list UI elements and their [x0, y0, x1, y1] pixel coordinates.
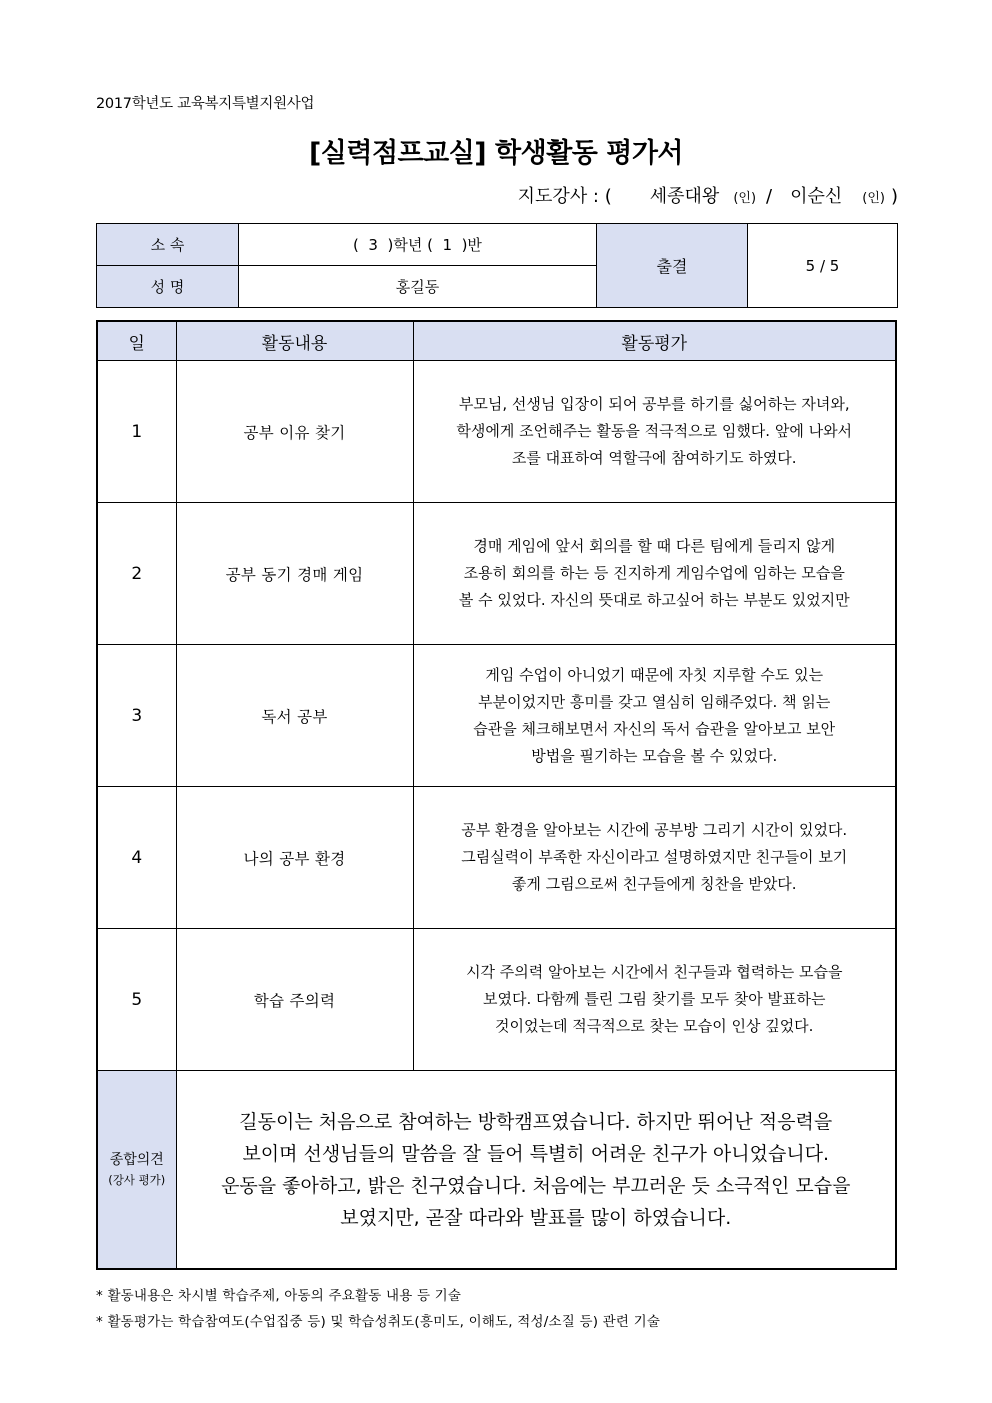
- summary-label-cell: [97, 1071, 176, 1270]
- summary-text-cell: [176, 1071, 896, 1270]
- affiliation-value: ( 3 )학년 ( 1 )반: [239, 224, 597, 266]
- evaluation-cell: [413, 929, 896, 1071]
- evaluation-line: 그림실력이 부족한 자신이라고 설명하였지만 친구들이 보기: [461, 848, 848, 866]
- organization-header: 2017학년도 교육복지특별지원사업: [96, 96, 315, 112]
- evaluation-line: 공부 환경을 알아보는 시간에 공부방 그리기 시간이 있었다.: [461, 821, 848, 839]
- instructor-name-2: 이순신: [790, 186, 843, 207]
- student-info-table: [96, 223, 898, 308]
- evaluation-cell: [413, 645, 896, 787]
- evaluation-line: 볼 수 있었다. 자신의 뜻대로 하고싶어 하는 부분도 있었지만: [458, 591, 850, 609]
- col-day-header: 일: [97, 321, 176, 361]
- footnote: * 활동평가는 학습참여도(수업집중 등) 및 학습성취도(흥미도, 이해도, 적성/소질 등) 관련 기술: [96, 1314, 661, 1330]
- evaluation-line: 것이었는데 적극적으로 찾는 모습이 인상 깊었다.: [495, 1017, 814, 1035]
- col-evaluation-header: 활동평가: [413, 321, 896, 361]
- table-row: [97, 929, 896, 1071]
- separator-slash: /: [766, 186, 773, 207]
- name-label: 성 명: [97, 266, 239, 308]
- summary-row: [97, 1071, 896, 1270]
- summary-label: 종합의견: [109, 1151, 164, 1168]
- instructor-label: 지도강사 : (: [517, 186, 612, 207]
- evaluation-line: 시각 주의력 알아보는 시간에서 친구들과 협력하는 모습을: [466, 963, 843, 981]
- seal-mark-1: (인): [733, 191, 757, 206]
- activity-cell: 공부 동기 경매 게임: [176, 503, 413, 645]
- evaluation-line: 경매 게임에 앞서 회의를 할 때 다른 팀에게 들리지 않게: [473, 537, 836, 555]
- day-cell: 1: [97, 361, 176, 503]
- evaluation-line: 게임 수업이 아니었기 때문에 자칫 지루할 수도 있는: [485, 665, 824, 684]
- attendance-label: 출결: [597, 224, 748, 308]
- activity-table: [96, 320, 897, 1270]
- evaluation-line: 조를 대표하여 역할극에 참여하기도 하였다.: [511, 449, 797, 467]
- page-title: [실력점프교실] 학생활동 평가서: [308, 138, 684, 169]
- col-activity-header: 활동내용: [176, 321, 413, 361]
- evaluation-cell: [413, 503, 896, 645]
- footnote: * 활동내용은 차시별 학습주제, 아동의 주요활동 내용 등 기술: [96, 1288, 462, 1304]
- evaluation-line: 좋게 그림으로써 친구들에게 칭찬을 받았다.: [511, 875, 797, 893]
- evaluation-cell: [413, 787, 896, 929]
- activity-cell: 나의 공부 환경: [176, 787, 413, 929]
- day-cell: 2: [97, 503, 176, 645]
- evaluation-line: 조용히 회의를 하는 등 진지하게 게임수업에 임하는 모습을: [463, 564, 845, 582]
- instructor-line: [518, 182, 898, 208]
- summary-sublabel: (강사 평가): [108, 1172, 166, 1187]
- summary-line: 보이며 선생님들의 말씀을 잘 들어 특별히 어려운 친구가 아니었습니다.: [242, 1142, 830, 1165]
- table-header-row: [97, 321, 896, 361]
- day-cell: 3: [97, 645, 176, 787]
- evaluation-line: 습관을 체크해보면서 자신의 독서 습관을 알아보고 보안: [473, 719, 836, 738]
- day-cell: 4: [97, 787, 176, 929]
- day-cell: 5: [97, 929, 176, 1071]
- attendance-value: 5 / 5: [748, 224, 898, 308]
- table-row: [97, 787, 896, 929]
- table-row: [97, 361, 896, 503]
- evaluation-cell: [413, 361, 896, 503]
- activity-cell: 공부 이유 찾기: [176, 361, 413, 503]
- evaluation-line: 방법을 필기하는 모습을 볼 수 있었다.: [531, 746, 778, 765]
- seal-mark-2: (인): [862, 191, 885, 206]
- table-row: [97, 645, 896, 787]
- evaluation-line: 보였다. 다함께 틀린 그림 찾기를 모두 찾아 발표하는: [483, 990, 826, 1008]
- summary-line: 보였지만, 곧잘 따라와 발표를 많이 하였습니다.: [340, 1206, 732, 1229]
- activity-cell: 학습 주의력: [176, 929, 413, 1071]
- close-paren: ): [890, 186, 898, 207]
- summary-line: 길동이는 처음으로 참여하는 방학캠프였습니다. 하지만 뛰어난 적응력을: [239, 1110, 833, 1133]
- evaluation-line: 부분이었지만 흥미를 갖고 열심히 임해주었다. 책 읽는: [478, 692, 831, 711]
- affiliation-label: 소 속: [97, 224, 239, 266]
- name-value: 홍길동: [239, 266, 597, 308]
- activity-cell: 독서 공부: [176, 645, 413, 787]
- summary-line: 운동을 좋아하고, 밝은 친구였습니다. 처음에는 부끄러운 듯 소극적인 모습을: [221, 1174, 851, 1197]
- evaluation-line: 학생에게 조언해주는 활동을 적극적으로 임했다. 앞에 나와서: [456, 422, 853, 440]
- instructor-name-1: 세종대왕: [649, 186, 720, 207]
- table-row: [97, 503, 896, 645]
- evaluation-line: 부모님, 선생님 입장이 되어 공부를 하기를 싫어하는 자녀와,: [458, 395, 850, 413]
